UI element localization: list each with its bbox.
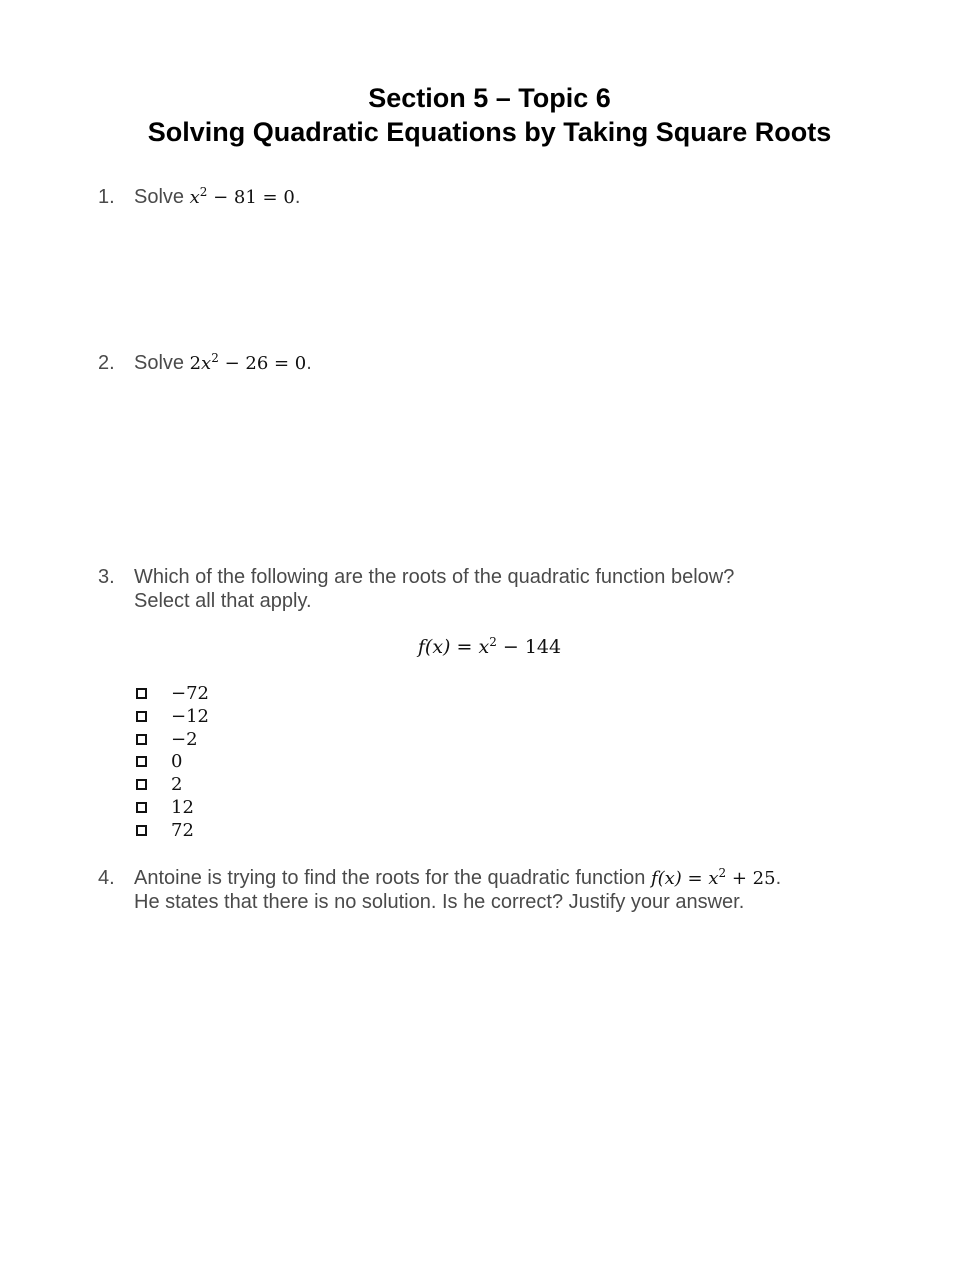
equation-rest: − 81 = 0 xyxy=(207,187,295,208)
punctuation: . xyxy=(306,352,312,374)
equation xyxy=(190,353,307,374)
option-value: −72 xyxy=(171,683,209,704)
question-text-line2: He states that there is no solution. Is he correct? Justify your answer. xyxy=(134,891,745,913)
question-number: 4. xyxy=(98,867,115,889)
option-value: 12 xyxy=(171,797,194,818)
exponent: 2 xyxy=(489,635,497,649)
page-title-line2: Solving Quadratic Equations by Taking Square Roots xyxy=(147,117,832,147)
checkbox[interactable] xyxy=(136,756,147,767)
question-text-line2: Select all that apply. xyxy=(134,590,312,612)
exponent: 2 xyxy=(199,185,208,199)
option-value: 72 xyxy=(171,820,194,841)
variable: x xyxy=(201,353,212,374)
exponent: 2 xyxy=(718,866,727,880)
checkbox[interactable] xyxy=(136,802,147,813)
question-number: 3. xyxy=(98,566,115,588)
question-text-line1: Which of the following are the roots of the quadratic function below? xyxy=(134,566,735,588)
question-text xyxy=(134,185,894,210)
formula-rest: − 144 xyxy=(496,636,562,658)
variable: x xyxy=(478,636,490,658)
equation-rest: − 26 = 0 xyxy=(218,353,307,374)
equation xyxy=(190,187,295,208)
option-value: −12 xyxy=(171,706,209,727)
checkbox[interactable] xyxy=(136,688,147,699)
variable: x xyxy=(189,187,200,208)
question-number: 2. xyxy=(98,352,115,374)
function-name: f(x) xyxy=(417,636,451,658)
function-formula xyxy=(0,636,979,658)
checkbox[interactable] xyxy=(136,825,147,836)
question-lead: Solve xyxy=(134,186,190,208)
equation xyxy=(651,868,776,889)
coefficient: 2 xyxy=(189,353,202,374)
checkbox[interactable] xyxy=(136,734,147,745)
question-number: 1. xyxy=(98,186,115,208)
option-value: 0 xyxy=(171,751,183,772)
variable: x xyxy=(708,868,719,889)
option-value: 2 xyxy=(171,774,183,795)
exponent: 2 xyxy=(211,351,219,365)
function-name: f(x) xyxy=(650,868,682,889)
question-text xyxy=(134,351,894,376)
checkbox[interactable] xyxy=(136,711,147,722)
question-text-line1 xyxy=(134,866,914,891)
equals-sign: = xyxy=(681,868,709,889)
equals-sign: = xyxy=(450,636,479,658)
punctuation: . xyxy=(775,867,782,889)
punctuation: . xyxy=(294,186,301,208)
option-value: −2 xyxy=(171,729,198,750)
equation-rest: + 25 xyxy=(726,868,776,889)
page-title-line1: Section 5 – Topic 6 xyxy=(368,83,611,113)
checkbox[interactable] xyxy=(136,779,147,790)
question-lead: Antoine is trying to find the roots for the quadratic function xyxy=(134,867,651,889)
question-lead: Solve xyxy=(134,352,190,374)
